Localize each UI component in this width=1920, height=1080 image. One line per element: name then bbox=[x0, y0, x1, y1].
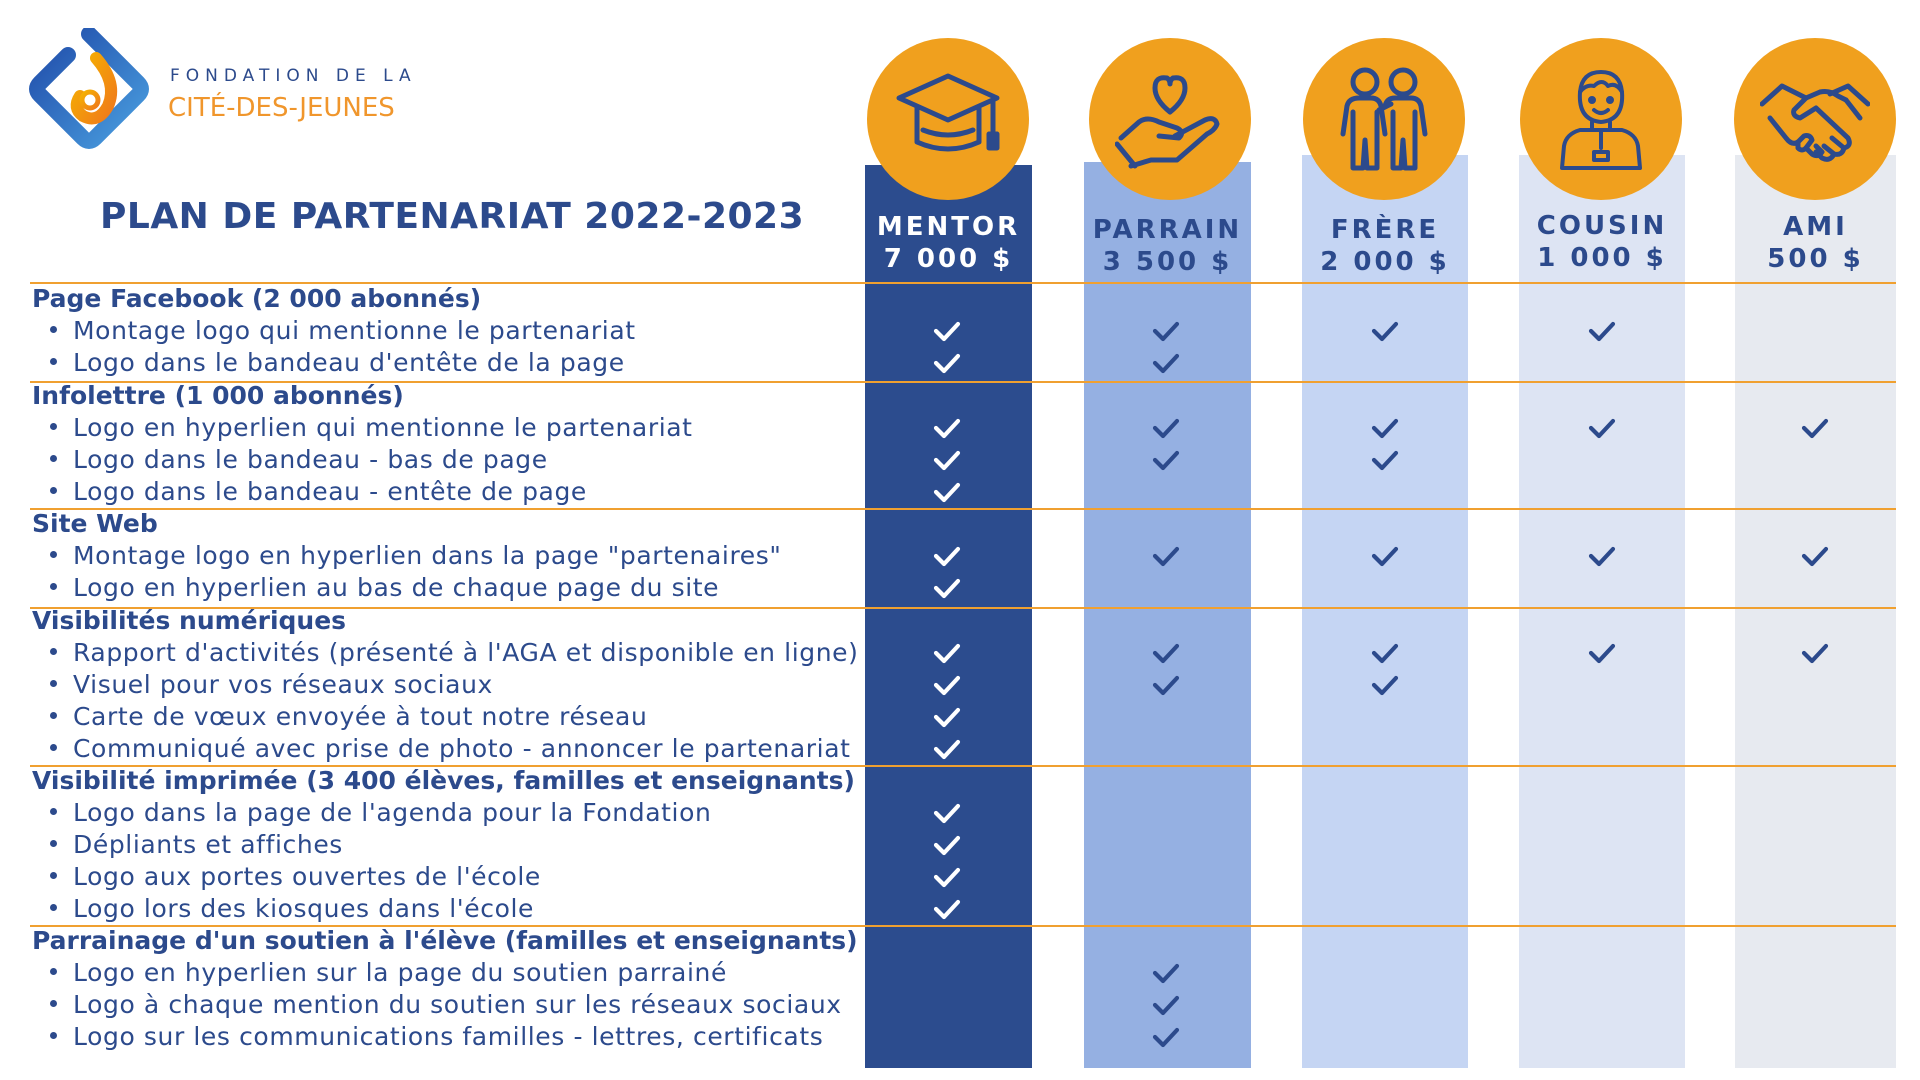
list-item bbox=[50, 348, 625, 377]
list-item bbox=[50, 958, 727, 987]
list-item bbox=[50, 862, 541, 891]
check-icon bbox=[1152, 352, 1180, 374]
list-item bbox=[50, 445, 548, 474]
section-title: Page Facebook (2 000 abonnés) bbox=[32, 284, 482, 313]
list-item bbox=[50, 734, 851, 763]
list-item-label: Logo dans le bandeau d'entête de la page bbox=[73, 348, 625, 377]
check-icon bbox=[933, 866, 961, 888]
check-icon bbox=[1371, 449, 1399, 471]
check-icon bbox=[933, 642, 961, 664]
check-icon bbox=[1152, 674, 1180, 696]
graduation-cap-icon bbox=[893, 64, 1003, 174]
list-item-label: Montage logo qui mentionne le partenariat bbox=[73, 316, 636, 345]
tier-parrain-price: 3 500 $ bbox=[1102, 247, 1233, 277]
list-item-label: Logo en hyperlien qui mentionne le partenariat bbox=[73, 413, 693, 442]
bullet-icon bbox=[50, 680, 57, 687]
list-item-label: Carte de vœux envoyée à tout notre réseau bbox=[73, 702, 648, 731]
check-icon bbox=[933, 352, 961, 374]
tier-ami-price: 500 $ bbox=[1767, 244, 1864, 274]
tier-parrain-name: PARRAIN bbox=[1092, 215, 1243, 245]
column-parrain bbox=[1084, 162, 1251, 1068]
list-item-label: Logo sur les communications familles - lettres, certificats bbox=[73, 1022, 824, 1051]
check-icon bbox=[1801, 642, 1829, 664]
section-divider bbox=[30, 508, 1896, 510]
section-title: Parrainage d'un soutien à l'élève (familles et enseignants) bbox=[32, 926, 858, 955]
logo-line2: CITÉ-DES-JEUNES bbox=[168, 93, 395, 123]
check-icon bbox=[1371, 320, 1399, 342]
bullet-icon bbox=[50, 648, 57, 655]
check-icon bbox=[1588, 417, 1616, 439]
list-item bbox=[50, 573, 719, 602]
tier-mentor-name: MENTOR bbox=[876, 212, 1021, 242]
check-icon bbox=[1152, 1026, 1180, 1048]
list-item bbox=[50, 798, 711, 827]
column-frere bbox=[1302, 155, 1468, 1068]
check-icon bbox=[933, 898, 961, 920]
check-icon bbox=[933, 738, 961, 760]
bullet-icon bbox=[50, 712, 57, 719]
list-item-label: Dépliants et affiches bbox=[73, 830, 343, 859]
list-item bbox=[50, 541, 781, 570]
siblings-icon bbox=[1329, 64, 1439, 174]
list-item bbox=[50, 670, 493, 699]
check-icon bbox=[1588, 642, 1616, 664]
check-icon bbox=[1152, 449, 1180, 471]
list-item bbox=[50, 830, 343, 859]
list-item-label: Logo en hyperlien au bas de chaque page du site bbox=[73, 573, 720, 602]
boy-icon bbox=[1546, 64, 1656, 174]
tier-ami-header bbox=[1735, 211, 1896, 275]
list-item-label: Communiqué avec prise de photo - annoncer le partenariat bbox=[73, 734, 851, 763]
check-icon bbox=[933, 481, 961, 503]
check-icon bbox=[1801, 545, 1829, 567]
check-icon bbox=[1371, 545, 1399, 567]
tier-mentor-header bbox=[865, 211, 1032, 275]
bullet-icon bbox=[50, 840, 57, 847]
list-item-label: Logo dans la page de l'agenda pour la Fondation bbox=[73, 798, 712, 827]
list-item bbox=[50, 702, 647, 731]
tier-frere-badge bbox=[1303, 38, 1465, 200]
section-title: Site Web bbox=[32, 509, 158, 538]
check-icon bbox=[1371, 674, 1399, 696]
bullet-icon bbox=[50, 487, 57, 494]
check-icon bbox=[933, 577, 961, 599]
list-item bbox=[50, 316, 636, 345]
bullet-icon bbox=[50, 551, 57, 558]
list-item bbox=[50, 894, 534, 923]
check-icon bbox=[1371, 417, 1399, 439]
bullet-icon bbox=[50, 423, 57, 430]
list-item-label: Montage logo en hyperlien dans la page "partenaires" bbox=[73, 541, 782, 570]
tier-frere-header bbox=[1302, 214, 1468, 278]
foundation-logo bbox=[28, 28, 150, 150]
column-ami bbox=[1735, 155, 1896, 1068]
bullet-icon bbox=[50, 455, 57, 462]
check-icon bbox=[1152, 545, 1180, 567]
check-icon bbox=[1152, 417, 1180, 439]
tier-cousin-badge bbox=[1520, 38, 1682, 200]
check-icon bbox=[933, 834, 961, 856]
check-icon bbox=[1152, 962, 1180, 984]
page-title: PLAN DE PARTENARIAT 2022-2023 bbox=[100, 196, 805, 237]
check-icon bbox=[1588, 545, 1616, 567]
bullet-icon bbox=[50, 872, 57, 879]
check-icon bbox=[1588, 320, 1616, 342]
list-item-label: Logo en hyperlien sur la page du soutien parrainé bbox=[73, 958, 727, 987]
check-icon bbox=[933, 674, 961, 696]
check-icon bbox=[933, 802, 961, 824]
bullet-icon bbox=[50, 358, 57, 365]
list-item bbox=[50, 990, 842, 1019]
bullet-icon bbox=[50, 808, 57, 815]
tier-ami-badge bbox=[1734, 38, 1896, 200]
tier-frere-price: 2 000 $ bbox=[1320, 247, 1450, 277]
tier-cousin-price: 1 000 $ bbox=[1537, 243, 1667, 273]
tier-mentor-price: 7 000 $ bbox=[883, 244, 1014, 274]
column-mentor bbox=[865, 165, 1032, 1068]
list-item bbox=[50, 413, 693, 442]
section-title: Visibilités numériques bbox=[32, 606, 347, 635]
list-item-label: Logo lors des kiosques dans l'école bbox=[73, 894, 534, 923]
handshake-icon bbox=[1760, 64, 1870, 174]
tier-parrain-badge bbox=[1089, 38, 1251, 200]
check-icon bbox=[1371, 642, 1399, 664]
list-item-label: Logo à chaque mention du soutien sur les réseaux sociaux bbox=[73, 990, 842, 1019]
bullet-icon bbox=[50, 968, 57, 975]
list-item-label: Rapport d'activités (présenté à l'AGA et disponible en ligne) bbox=[73, 638, 859, 667]
list-item bbox=[50, 477, 587, 506]
tier-ami-name: AMI bbox=[1783, 212, 1848, 242]
list-item-label: Logo dans le bandeau - bas de page bbox=[73, 445, 548, 474]
logo-line1: FONDATION DE LA bbox=[170, 66, 417, 86]
tier-parrain-header bbox=[1084, 214, 1251, 278]
check-icon bbox=[933, 449, 961, 471]
list-item-label: Visuel pour vos réseaux sociaux bbox=[73, 670, 493, 699]
tier-cousin-name: COUSIN bbox=[1536, 211, 1668, 241]
check-icon bbox=[933, 417, 961, 439]
column-cousin bbox=[1519, 155, 1685, 1068]
bullet-icon bbox=[50, 1000, 57, 1007]
check-icon bbox=[1801, 417, 1829, 439]
bullet-icon bbox=[50, 1032, 57, 1039]
tier-frere-name: FRÈRE bbox=[1330, 215, 1440, 245]
section-title: Visibilité imprimée (3 400 élèves, familles et enseignants) bbox=[32, 766, 855, 795]
tier-cousin-header bbox=[1519, 210, 1685, 274]
check-icon bbox=[1152, 994, 1180, 1016]
bullet-icon bbox=[50, 904, 57, 911]
bullet-icon bbox=[50, 744, 57, 751]
section-title: Infolettre (1 000 abonnés) bbox=[32, 381, 404, 410]
list-item bbox=[50, 1022, 823, 1051]
bullet-icon bbox=[50, 583, 57, 590]
list-item bbox=[50, 638, 859, 667]
check-icon bbox=[1152, 320, 1180, 342]
heart-in-hand-icon bbox=[1115, 64, 1225, 174]
tier-mentor-badge bbox=[867, 38, 1029, 200]
check-icon bbox=[933, 320, 961, 342]
foundation-logo-icon bbox=[28, 28, 150, 150]
check-icon bbox=[1152, 642, 1180, 664]
list-item-label: Logo aux portes ouvertes de l'école bbox=[73, 862, 541, 891]
check-icon bbox=[933, 545, 961, 567]
bullet-icon bbox=[50, 326, 57, 333]
check-icon bbox=[933, 706, 961, 728]
list-item-label: Logo dans le bandeau - entête de page bbox=[73, 477, 587, 506]
